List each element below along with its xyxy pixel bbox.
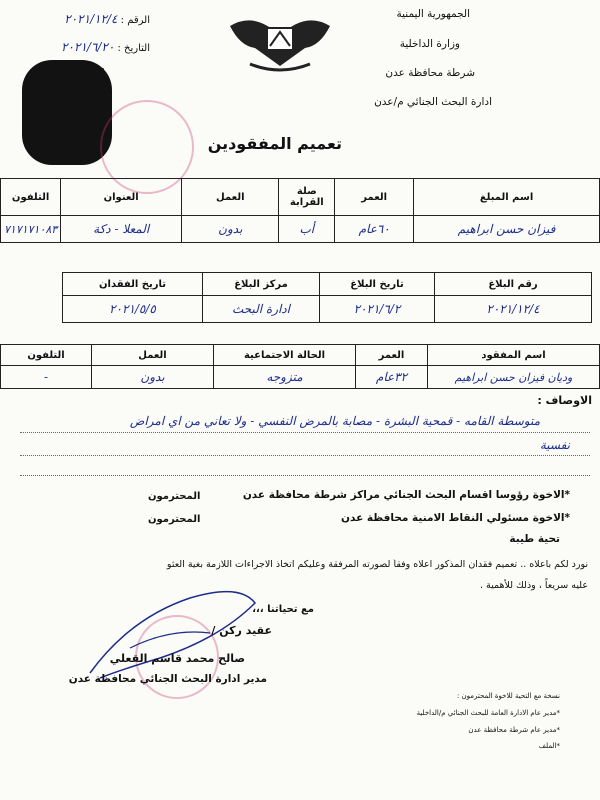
header-relation: صلة القرابة [279,179,335,216]
missing-person-table [0,344,600,389]
header-missing-phone: التلفون [1,345,92,366]
police-line: شرطة محافظة عدن [385,67,475,79]
cell-report-date: ٢٠٢١/٦/٢ [320,296,435,323]
description-line [20,455,590,456]
header-reporter-name: اسم المبلغ [414,179,600,216]
cell-report-number: ٢٠٢١/١٢/٤ [435,296,592,323]
header-age: العمر [335,179,414,216]
description-text: متوسطة القامه - قمحية البشرة - مصابة بالمرض النفسي - ولا تعاني من اي امراض [129,414,540,428]
recipient-2: *الاخوة مسئولي النقاط الامنية محافظة عدن [341,512,570,524]
header-phone: التلفون [1,179,61,216]
signatory-rank: عقيد ركن / [211,624,272,637]
cell-report-center: ادارة البحث [203,296,320,323]
body-paragraph-line-1: نورد لكم باعلاه .. تعميم فقدان المذكور اعلاه وفقاً لصورته المرفقة وعليكم اتخاذ الاجراءات اللازمة بغية العثو [166,559,588,570]
signatory-position: مدير ادارة البحث الجنائي محافظة عدن [68,673,267,685]
header-work: العمل [182,179,279,216]
body-paragraph-line-2: عليه سريعاً ، وذلك للأهمية . [479,580,588,591]
cell-address: المعلا - دكة [61,216,182,243]
description-text-continued: نفسية [539,438,570,452]
cell-missing-phone: - [1,366,92,389]
header-address: العنوان [61,179,182,216]
header-missing-name: اسم المفقود [428,345,600,366]
copies-item: *مدير عام شرطة محافظة عدن [468,726,560,734]
recipient-1-honorific: المحترمون [148,491,201,502]
header-missing-age: العمر [356,345,428,366]
recipient-1: *الاخوة رؤوسا اقسام البحث الجنائي مراكز شرطة محافظة عدن [242,489,570,501]
greeting: تحية طيبة [509,533,560,545]
recipient-2-honorific: المحترمون [148,514,201,525]
header-missing-work: العمل [92,345,214,366]
ref-number: الرقم : ٢٠٢١/١٢/٤ [64,12,150,26]
reporter-table [0,178,600,243]
copies-item: *الملف [538,742,560,750]
header-loss-date: تاريخ الفقدان [63,273,203,296]
cell-marital-status: متزوجه [214,366,356,389]
cell-missing-name: وديان فيزان حسن ابراهيم [428,366,600,389]
copies-item: *مدير عام الادارة العامة للبحث الجنائي م/الداخلية [416,709,560,717]
cell-phone: ٧١٧١٧١٠٨٣ [1,216,61,243]
redaction-block [22,60,112,165]
cell-work: بدون [182,216,279,243]
description-label: الاوصاف : [537,394,592,407]
cell-missing-work: بدون [92,366,214,389]
cell-age: ٦٠عام [335,216,414,243]
closing-line: مع تحياتنا ،،، [252,604,314,615]
page-title: تعميم المفقودين [207,134,342,153]
header-report-center: مركز البلاغ [203,273,320,296]
cell-missing-age: ٣٢عام [356,366,428,389]
ministry-line: وزارة الداخلية [399,38,460,50]
eagle-emblem-icon [225,6,335,76]
signatory-name: صالح محمد قاسم القعلي [109,652,245,665]
report-table [62,272,592,323]
copies-title: نسخة مع التحية للاخوة المحترمون : [456,692,560,700]
ref-date: التاريخ : ٢٠٢١/٦/٢٠ [61,40,150,54]
header-report-number: رقم البلاغ [435,273,592,296]
cell-relation: أب [279,216,335,243]
country-line: الجمهورية اليمنية [396,8,470,20]
cell-loss-date: ٢٠٢١/٥/٥ [63,296,203,323]
description-line [20,432,590,433]
header-marital-status: الحالة الاجتماعية [214,345,356,366]
header-report-date: تاريخ البلاغ [320,273,435,296]
cell-reporter-name: فيزان حسن ابراهيم [414,216,600,243]
description-line [20,475,590,476]
department-line: ادارة البحث الجنائي م/عدن [374,96,492,108]
